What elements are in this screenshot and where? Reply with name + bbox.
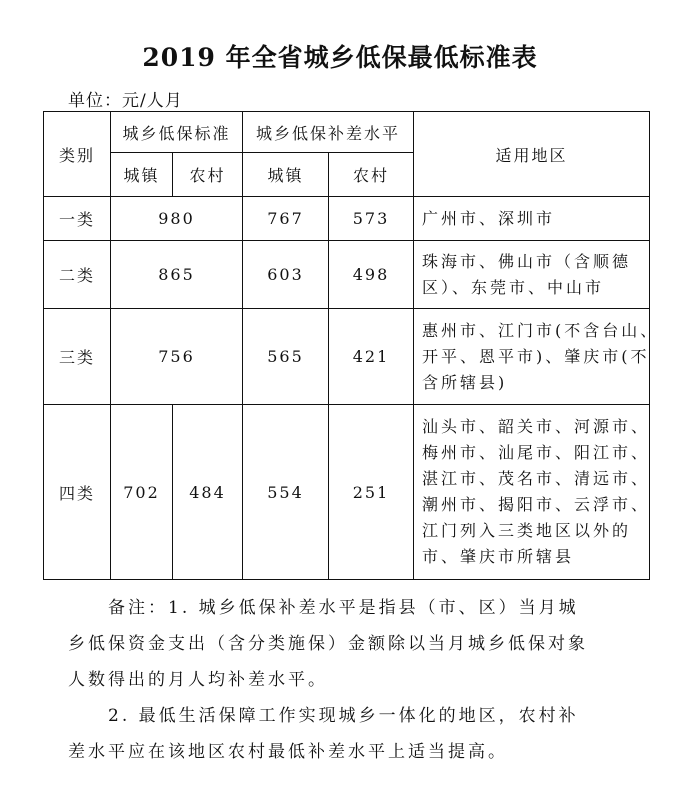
header-category: 类别	[44, 112, 111, 197]
table-row	[44, 241, 650, 309]
category-cell: 三类	[44, 309, 111, 405]
subsidy-urban-cell: 767	[243, 197, 329, 241]
subsidy-rural-cell: 498	[329, 241, 414, 309]
region-cell	[414, 241, 650, 309]
table-row	[44, 405, 650, 580]
notes	[68, 590, 624, 770]
region-line: 湛江市、茂名市、清远市、	[422, 469, 651, 488]
region-line: 梅州市、汕尾市、阳江市、	[422, 443, 651, 462]
note-2	[68, 698, 624, 770]
standard-urban-cell: 702	[111, 405, 173, 580]
header-subsidy-urban: 城镇	[243, 153, 329, 197]
region-cell	[414, 197, 650, 241]
table-row	[44, 197, 650, 241]
subsidy-rural-cell: 573	[329, 197, 414, 241]
note-line: 乡低保资金支出（含分类施保）金额除以当月城乡低保对象	[68, 634, 588, 654]
note-line: 2. 最低生活保障工作实现城乡一体化的地区，农村补	[108, 706, 579, 726]
region-cell	[414, 405, 650, 580]
region-line: 市、肇庆市所辖县	[422, 547, 575, 566]
region-line: 开平、恩平市)、肇庆市(不	[422, 346, 650, 366]
region-line: 广州市、深圳市	[422, 208, 556, 228]
header-standard-rural: 农村	[173, 153, 243, 197]
category-cell: 四类	[44, 405, 111, 580]
note-line: 差水平应在该地区农村最低补差水平上适当提高。	[68, 742, 508, 762]
standard-rural-cell: 484	[173, 405, 243, 580]
table-row	[44, 309, 650, 405]
header-region: 适用地区	[414, 112, 650, 197]
subsidy-rural-cell: 421	[329, 309, 414, 405]
region-line: 含所辖县)	[422, 372, 508, 392]
subsidy-rural-cell: 251	[329, 405, 414, 580]
region-line: 江门列入三类地区以外的	[422, 521, 632, 540]
note-line: 人数得出的月人均补差水平。	[68, 670, 328, 690]
header-subsidy: 城乡低保补差水平	[243, 112, 414, 153]
page-title: 2019 年全省城乡低保最低标准表	[142, 43, 538, 72]
subsidy-urban-cell: 603	[243, 241, 329, 309]
note-1	[68, 590, 624, 698]
region-line: 区）、东莞市、中山市	[422, 277, 605, 297]
region-cell	[414, 309, 660, 405]
region-line: 汕头市、韶关市、河源市、	[422, 417, 651, 436]
header-subsidy-rural: 农村	[329, 153, 414, 197]
subsidy-urban-cell: 565	[243, 309, 329, 405]
header-standard-urban: 城镇	[111, 153, 173, 197]
category-cell: 二类	[44, 241, 111, 309]
category-cell: 一类	[44, 197, 111, 241]
standards-table	[43, 111, 660, 580]
note-line: 备注：1. 城乡低保补差水平是指县（市、区）当月城	[108, 598, 579, 618]
header-standard: 城乡低保标准	[111, 112, 243, 153]
subsidy-urban-cell: 554	[243, 405, 329, 580]
standard-cell: 756	[111, 309, 243, 405]
unit-label: 单位：元/人月	[68, 91, 183, 111]
standard-cell: 980	[111, 197, 243, 241]
standard-cell: 865	[111, 241, 243, 309]
region-line: 珠海市、佛山市（含顺德	[422, 251, 632, 271]
region-line: 惠州市、江门市(不含台山、	[422, 320, 660, 340]
region-line: 潮州市、揭阳市、云浮市、	[422, 495, 651, 514]
